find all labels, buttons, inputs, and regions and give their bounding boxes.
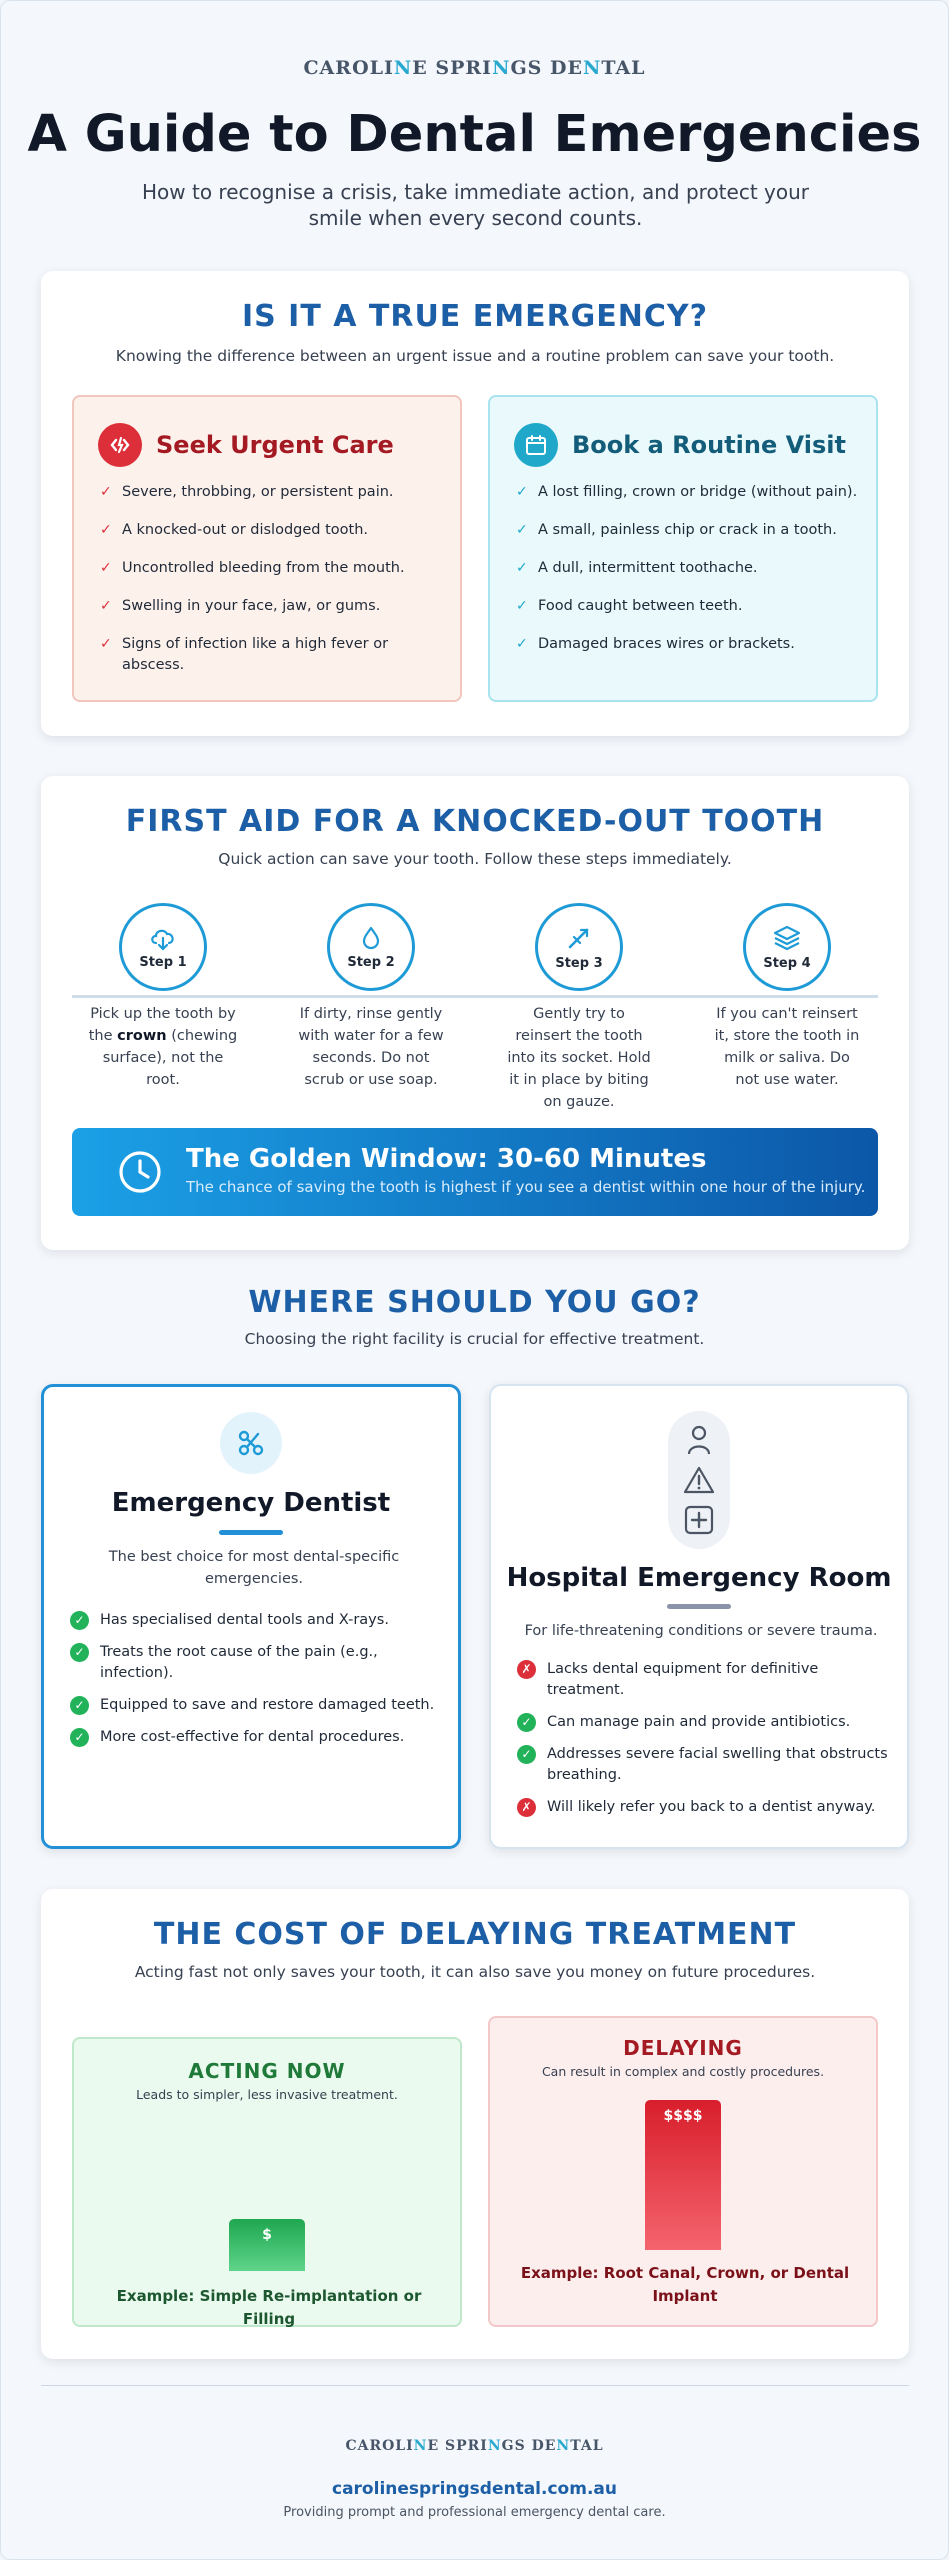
acting-now-panel [72, 2037, 462, 2327]
list-item: ✓ A knocked-out or dislodged tooth. [100, 520, 445, 541]
list-item: ✓ Addresses severe facial swelling that obstructs breathing. [517, 1744, 892, 1786]
list-item: ✓ Equipped to save and restore damaged teeth. [70, 1695, 445, 1716]
check-circle-icon: ✓ [517, 1713, 536, 1732]
list-item: ✓ More cost-effective for dental procedures. [70, 1727, 445, 1748]
calendar-icon [514, 423, 558, 467]
delaying-cost-bar: $$$$ [645, 2100, 721, 2250]
delaying-title: DELAYING [623, 2036, 743, 2060]
footer-logo: CAROLINE SPRINGS DENTAL [345, 2438, 604, 2454]
list-item: ✓ Can manage pain and provide antibiotics. [517, 1712, 892, 1733]
brand-logo: CAROLINE SPRINGS DENTAL [303, 57, 646, 79]
emergency-dentist-card [41, 1384, 461, 1849]
urgent-care-title: Seek Urgent Care [156, 431, 394, 459]
golden-window-title: The Golden Window: 30-60 Minutes [186, 1144, 707, 1174]
dental-tools-icon [220, 1412, 282, 1474]
list-item: ✓ Swelling in your face, jaw, or gums. [100, 596, 445, 617]
first-aid-subtitle: Quick action can save your tooth. Follow these steps immediately. [218, 850, 732, 868]
step-text: Pick up the tooth by the crown (chewing surface), not the root. [88, 1006, 238, 1088]
reinsert-icon [565, 924, 593, 952]
delaying-panel [488, 2016, 878, 2327]
check-icon: ✓ [100, 522, 112, 538]
emergency-section [41, 271, 909, 736]
list-item: ✓ A small, painless chip or crack in a tooth. [516, 520, 861, 541]
check-icon: ✓ [516, 598, 528, 614]
cost-title: THE COST OF DELAYING TREATMENT [153, 1917, 797, 1952]
step-text: If dirty, rinse gently with water for a few seconds. Do not scrub or use soap. [298, 1006, 444, 1088]
step-label: Step 3 [555, 955, 603, 971]
page-subtitle: How to recognise a crisis, take immediate action, and protect your smile when every second counts. [141, 180, 809, 230]
hospital-er-list [517, 1659, 892, 1829]
routine-visit-title: Book a Routine Visit [572, 431, 846, 459]
list-item: ✓ Treats the root cause of the pain (e.g., infection). [70, 1642, 445, 1684]
page-title: A Guide to Dental Emergencies [27, 105, 922, 164]
acting-now-cost-bar: $ [229, 2219, 305, 2271]
tooth-alert-icon [98, 423, 142, 467]
check-icon: ✓ [516, 484, 528, 500]
medical-plus-icon [684, 1505, 714, 1535]
emergency-dentist-title: Emergency Dentist [111, 1488, 391, 1518]
check-circle-icon: ✓ [70, 1696, 89, 1715]
hospital-er-card [489, 1384, 909, 1849]
emergency-subtitle: Knowing the difference between an urgent issue and a routine problem can save your tooth. [115, 347, 835, 365]
list-item: ✗ Lacks dental equipment for definitive treatment. [517, 1659, 892, 1701]
list-item: ✓ Has specialised dental tools and X-rays. [70, 1610, 445, 1631]
tooth-pickup-icon [148, 925, 178, 951]
person-icon [685, 1425, 713, 1455]
hospital-er-subtitle: For life-threatening conditions or severe trauma. [524, 1623, 878, 1639]
clock-icon [117, 1149, 163, 1195]
step-text: If you can't reinsert it, store the tooth in milk or saliva. Do not use water. [714, 1006, 860, 1088]
list-item: ✓ Damaged braces wires or brackets. [516, 634, 861, 655]
step-label: Step 2 [347, 954, 395, 970]
hospital-icon-group [668, 1411, 730, 1549]
website-link[interactable]: carolinespringsdental.com.au [332, 2479, 617, 2499]
emergency-title: IS IT A TRUE EMERGENCY? [241, 299, 709, 334]
where-subtitle: Choosing the right facility is crucial for effective treatment. [244, 1330, 705, 1348]
list-item: ✓ Uncontrolled bleeding from the mouth. [100, 558, 445, 579]
list-item: ✓ A dull, intermittent toothache. [516, 558, 861, 579]
where-title: WHERE SHOULD YOU GO? [248, 1285, 701, 1320]
x-circle-icon: ✗ [517, 1660, 536, 1679]
check-icon: ✓ [100, 560, 112, 576]
cost-subtitle: Acting fast not only saves your tooth, it can also save you money on future procedures. [134, 1963, 816, 1981]
footer-tagline: Providing prompt and professional emergency dental care. [283, 2505, 666, 2520]
step-1 [73, 903, 253, 1091]
step-label: Step 4 [763, 955, 811, 971]
golden-window-banner [72, 1128, 878, 1216]
routine-visit-panel [488, 395, 878, 702]
step-text: Gently try to reinsert the tooth into its socket. Hold it in place by biting on gauze. [507, 1006, 651, 1110]
list-item: ✓ Severe, throbbing, or persistent pain. [100, 482, 445, 503]
emergency-dentist-list [70, 1610, 445, 1759]
step-4 [697, 903, 877, 1091]
footer-divider [41, 2385, 909, 2386]
check-icon: ✓ [100, 636, 112, 652]
first-aid-title: FIRST AID FOR A KNOCKED-OUT TOOTH [125, 804, 825, 839]
check-icon: ✓ [516, 636, 528, 652]
acting-now-title: ACTING NOW [188, 2059, 346, 2083]
warning-icon [683, 1465, 715, 1495]
acting-now-subtitle: Leads to simpler, less invasive treatment. [136, 2087, 398, 2102]
list-item: ✓ Signs of infection like a high fever or abscess. [100, 636, 389, 673]
urgent-care-panel [72, 395, 462, 702]
first-aid-section [41, 776, 909, 1250]
emergency-dentist-subtitle: The best choice for most dental-specific emergencies. [108, 1549, 400, 1587]
hospital-er-title: Hospital Emergency Room [506, 1563, 892, 1593]
list-item: ✓ Food caught between teeth. [516, 596, 861, 617]
routine-visit-list [516, 482, 861, 672]
check-icon: ✓ [516, 522, 528, 538]
check-icon: ✓ [516, 560, 528, 576]
check-circle-icon: ✓ [70, 1643, 89, 1662]
urgent-care-list [100, 482, 445, 693]
check-icon: ✓ [100, 484, 112, 500]
delaying-subtitle: Can result in complex and costly procedures. [541, 2064, 825, 2079]
layers-icon [772, 924, 802, 952]
check-circle-icon: ✓ [517, 1745, 536, 1764]
title-underline [667, 1604, 731, 1609]
cost-section [41, 1889, 909, 2359]
water-drop-icon [358, 925, 384, 951]
list-item: ✓ A lost filling, crown or bridge (without pain). [516, 482, 861, 503]
list-item: ✗ Will likely refer you back to a dentist anyway. [517, 1797, 892, 1818]
delaying-example: Example: Root Canal, Crown, or Dental Implant [520, 2264, 850, 2305]
check-circle-icon: ✓ [70, 1611, 89, 1630]
step-3 [489, 903, 669, 1113]
x-circle-icon: ✗ [517, 1798, 536, 1817]
golden-window-subtitle: The chance of saving the tooth is highest if you see a dentist within one hour of the injury. [186, 1178, 866, 1196]
check-icon: ✓ [100, 598, 112, 614]
step-label: Step 1 [139, 954, 187, 970]
check-circle-icon: ✓ [70, 1728, 89, 1747]
title-underline [219, 1530, 283, 1535]
step-2 [281, 903, 461, 1091]
acting-now-example: Example: Simple Re-implantation or Filling [116, 2287, 422, 2328]
